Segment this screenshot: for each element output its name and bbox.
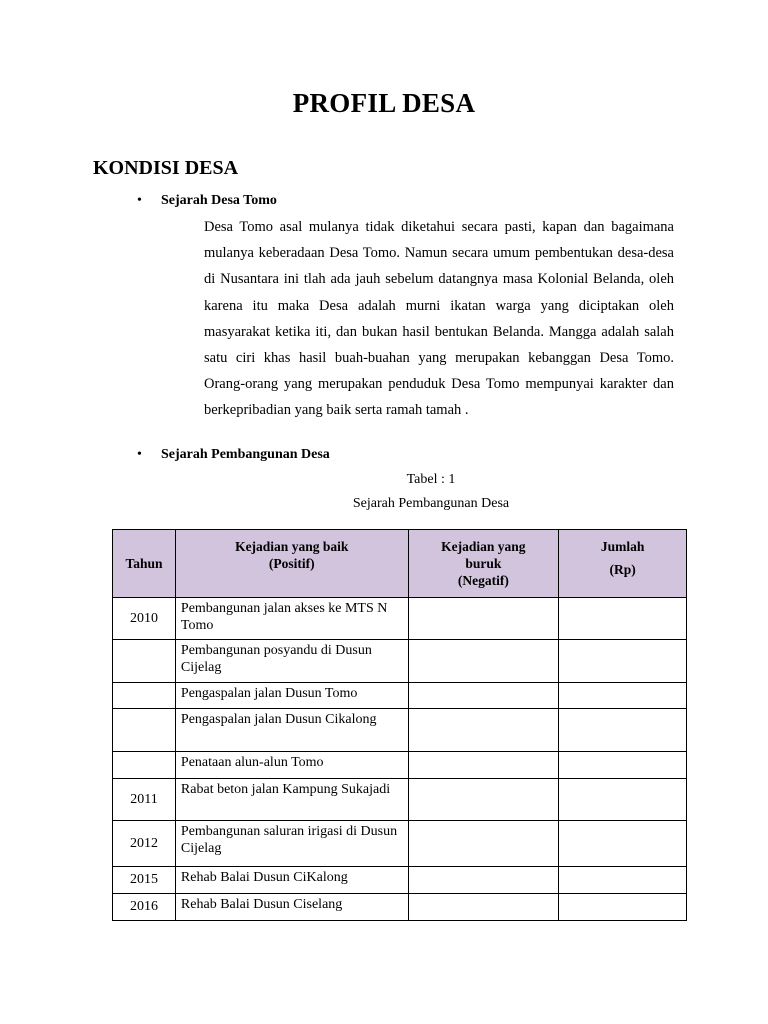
- cell-jumlah: [559, 709, 687, 752]
- cell-event: Rabat beton jalan Kampung Sukajadi: [175, 779, 408, 821]
- header-negatif: [408, 530, 559, 598]
- cell-year: [113, 709, 176, 752]
- header-jumlah-line1: Jumlah: [600, 539, 645, 554]
- cell-negatif: [408, 709, 559, 752]
- header-negatif-line3: (Negatif): [457, 573, 509, 588]
- cell-year: [113, 640, 176, 683]
- cell-year: 2016: [113, 894, 176, 921]
- cell-year: 2011: [113, 779, 176, 821]
- bullet-sejarah-pembangunan: [137, 447, 330, 463]
- cell-event: Pembangunan jalan akses ke MTS N Tomo: [175, 598, 408, 640]
- cell-year: 2015: [113, 867, 176, 894]
- cell-event: Pengaspalan jalan Dusun Tomo: [175, 683, 408, 709]
- header-negatif-line2: buruk: [465, 556, 502, 571]
- cell-jumlah: [559, 640, 687, 683]
- cell-year: [113, 683, 176, 709]
- header-tahun: [113, 530, 176, 598]
- cell-negatif: [408, 779, 559, 821]
- cell-event: Rehab Balai Dusun Ciselang: [175, 894, 408, 921]
- table-row: [113, 709, 687, 752]
- cell-negatif: [408, 894, 559, 921]
- table-row: [113, 683, 687, 709]
- bullet-dot-icon: •: [137, 193, 142, 208]
- paragraph-text: Desa Tomo asal mulanya tidak diketahui secara pasti, kapan dan bagaimana mulanya keberadaan Desa Tomo. Namun secara umum pembentukan desa-desa di Nusantara ini tlah ada jauh sebelum datangnya masa Kolonial Belanda, oleh karena itu maka Desa adalah murni ikatan warga yang diciptakan oleh masyarakat ketika iti, dan bukan hasil bentukan Belanda. Mangga adalah salah satu ciri khas hasil buah-buahan yang merupakan kebanggan Desa Tomo. Orang-orang yang merupakan penduduk Desa Tomo mempunyai karakter dan berkepribadian yang baik serta ramah tamah .: [204, 219, 674, 419]
- cell-event: Pembangunan posyandu di Dusun Cijelag: [175, 640, 408, 683]
- page-title: PROFIL DESA: [292, 88, 476, 118]
- history-paragraph: [157, 214, 674, 424]
- cell-jumlah: [559, 821, 687, 867]
- cell-negatif: [408, 640, 559, 683]
- cell-year: [113, 752, 176, 779]
- cell-event: Penataan alun-alun Tomo: [175, 752, 408, 779]
- table-row: [113, 867, 687, 894]
- table-row: [113, 598, 687, 640]
- bullet-label: Sejarah Desa Tomo: [161, 193, 277, 208]
- cell-jumlah: [559, 894, 687, 921]
- cell-event: Pengaspalan jalan Dusun Cikalong: [175, 709, 408, 752]
- header-positif-line1: Kejadian yang baik: [235, 539, 349, 554]
- header-jumlah: [559, 530, 687, 598]
- cell-year: 2012: [113, 821, 176, 867]
- header-negatif-line1: Kejadian yang: [441, 539, 526, 554]
- development-history-table: [112, 529, 687, 921]
- cell-event: Pembangunan saluran irigasi di Dusun Cijelag: [175, 821, 408, 867]
- table-row: [113, 821, 687, 867]
- header-jumlah-line2: (Rp): [609, 562, 636, 577]
- cell-negatif: [408, 752, 559, 779]
- cell-jumlah: [559, 683, 687, 709]
- cell-negatif: [408, 683, 559, 709]
- table-row: [113, 894, 687, 921]
- header-positif-line2: (Positif): [268, 556, 315, 571]
- cell-jumlah: [559, 867, 687, 894]
- header-positif: [175, 530, 408, 598]
- bullet-sejarah-desa: [137, 193, 277, 209]
- cell-jumlah: [559, 752, 687, 779]
- table-label: Tabel : 1: [406, 472, 456, 487]
- cell-negatif: [408, 821, 559, 867]
- cell-jumlah: [559, 779, 687, 821]
- table-title: Sejarah Pembangunan Desa: [352, 496, 510, 511]
- table-header-row: [113, 530, 687, 598]
- section-heading: KONDISI DESA: [93, 157, 239, 179]
- bullet-label: Sejarah Pembangunan Desa: [161, 447, 330, 462]
- header-tahun-text: Tahun: [125, 556, 163, 571]
- cell-negatif: [408, 598, 559, 640]
- cell-negatif: [408, 867, 559, 894]
- cell-event: Rehab Balai Dusun CiKalong: [175, 867, 408, 894]
- table-row: [113, 640, 687, 683]
- cell-year: 2010: [113, 598, 176, 640]
- table-row: [113, 752, 687, 779]
- cell-jumlah: [559, 598, 687, 640]
- bullet-dot-icon: •: [137, 447, 142, 462]
- table-row: [113, 779, 687, 821]
